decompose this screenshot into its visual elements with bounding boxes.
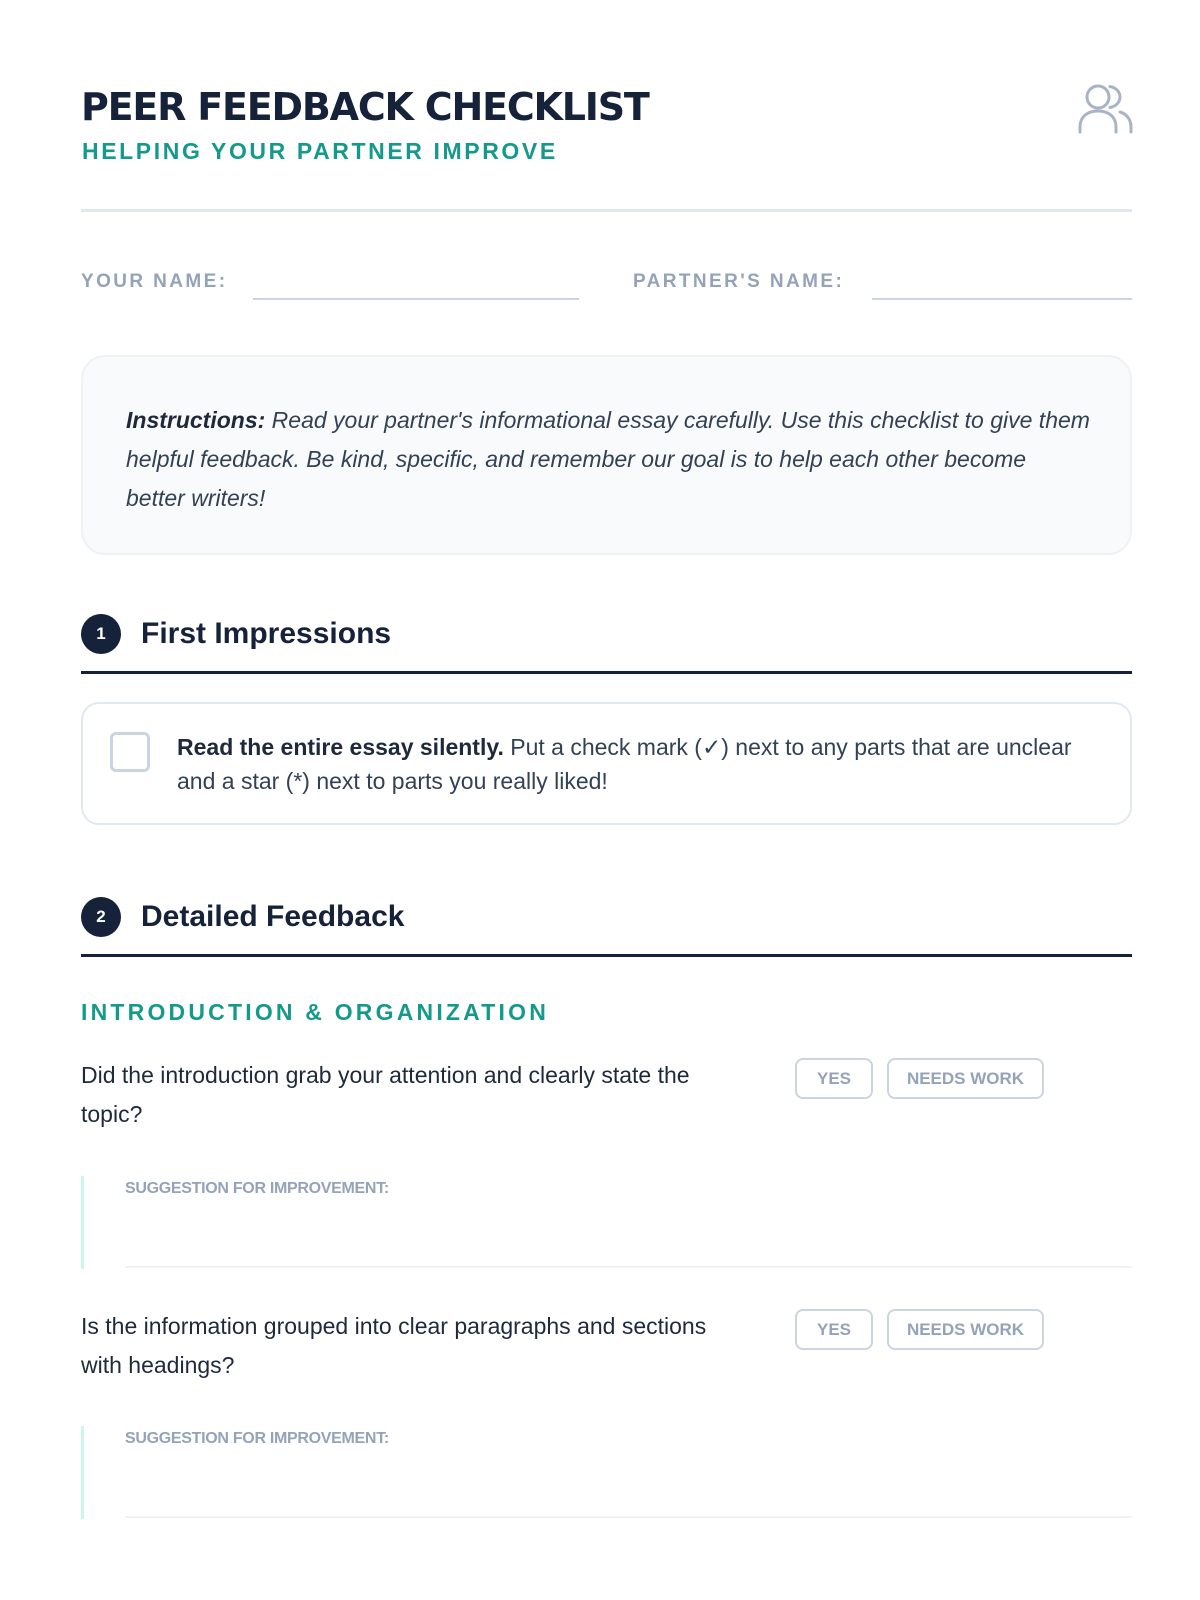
your-name-field[interactable] [253,298,579,300]
partner-name-label: PARTNER'S NAME: [633,271,845,292]
checklist-item-text [177,730,1107,798]
suggestion-label: SUGGESTION FOR IMPROVEMENT: [125,1180,389,1197]
section-number-badge: 1 [81,614,121,654]
instructions-box [81,355,1132,555]
instructions-lead: Instructions: [126,407,266,433]
checklist-item-card [81,702,1132,825]
yes-button[interactable]: YES [795,1058,873,1099]
section-detailed-feedback [81,897,1132,957]
your-name-label: YOUR NAME: [81,271,228,292]
suggestion-input-line[interactable] [125,1266,1132,1268]
section-first-impressions [81,614,1132,674]
partner-name-field[interactable] [872,298,1132,300]
section-number-badge: 2 [81,897,121,937]
checklist-item-bold: Read the entire essay silently. [177,734,504,760]
suggestion-area [81,1426,1132,1519]
page-subtitle: HELPING YOUR PARTNER IMPROVE [82,138,558,164]
question-text: Is the information grouped into clear paragraphs and sections with headings? [81,1313,707,1378]
needs-work-button[interactable]: NEEDS WORK [887,1058,1044,1099]
page-header [81,82,1132,212]
page-title: PEER FEEDBACK CHECKLIST [81,85,649,129]
checklist-item-body: Put a check mark (✓) next to any parts that are unclear and a star (*) next to parts you really liked! [177,734,1072,794]
section-title: First Impressions [141,617,392,650]
users-icon [1077,82,1133,134]
instructions-text [126,401,1090,518]
question-text: Did the introduction grab your attention and clearly state the topic? [81,1062,690,1127]
suggestion-area [81,1176,1132,1269]
subsection-title: INTRODUCTION & ORGANIZATION [81,999,549,1025]
instructions-body: Read your partner's informational essay carefully. Use this checklist to give them helpful feedback. Be kind, specific, and remember our goal is to help each other become better writers! [126,407,1090,511]
yes-button[interactable]: YES [795,1309,873,1350]
section-title: Detailed Feedback [141,900,405,933]
suggestion-label: SUGGESTION FOR IMPROVEMENT: [125,1430,389,1447]
suggestion-input-line[interactable] [125,1516,1132,1518]
read-essay-checkbox[interactable] [110,732,150,772]
needs-work-button[interactable]: NEEDS WORK [887,1309,1044,1350]
name-fields [81,268,1132,302]
